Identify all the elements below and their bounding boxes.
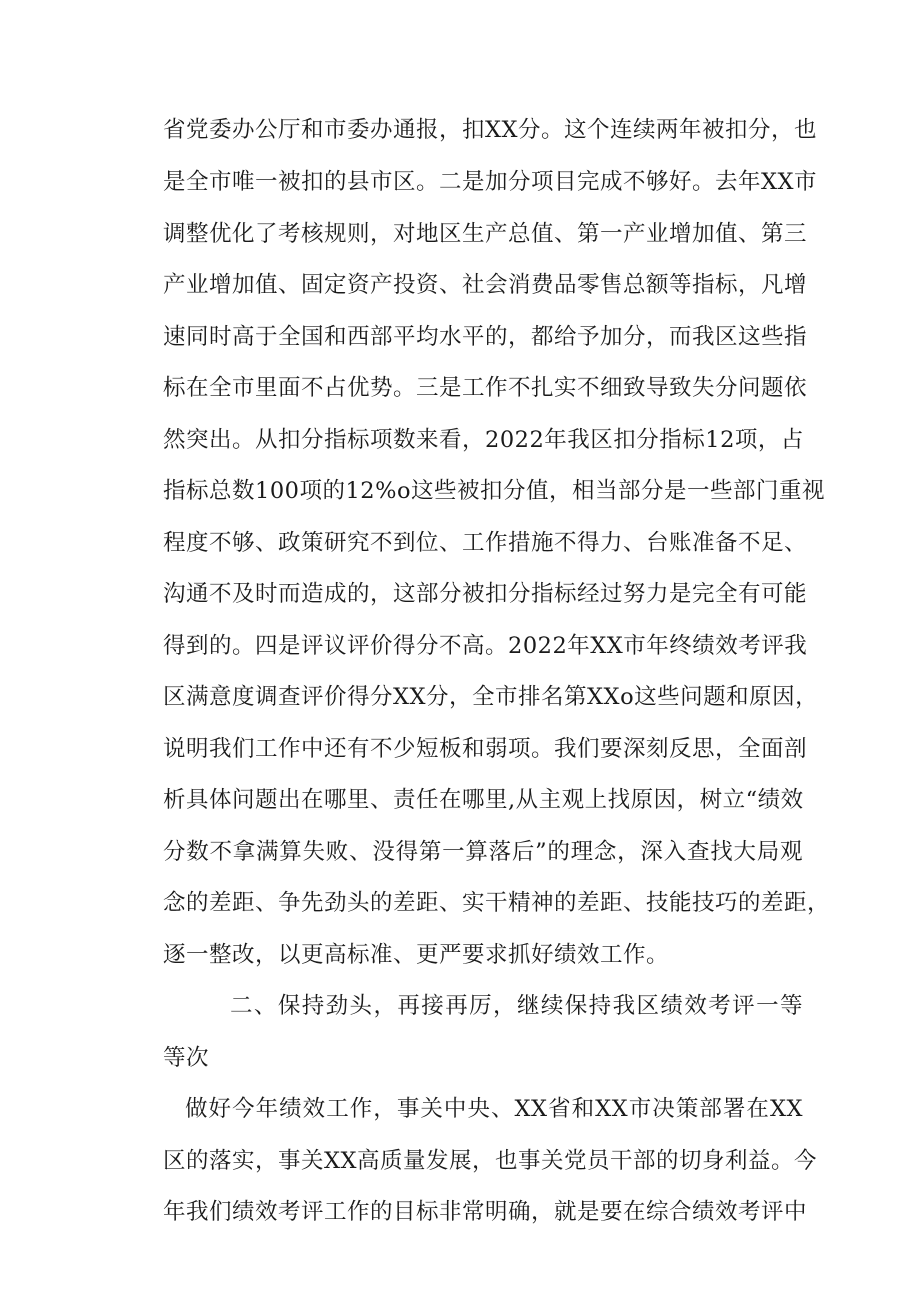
body-line: 区满意度调查评价得分XX分，全市排名第XXo这些问题和原因，	[163, 684, 819, 710]
body-line: 速同时高于全国和西部平均水平的，都给予加分，而我区这些指	[163, 324, 808, 350]
body-line: 产业增加值、固定资产投资、社会消费品零售总额等指标，凡增	[163, 272, 808, 298]
paragraph-line: 年我们绩效考评工作的目标非常明确，就是要在综合绩效考评中	[163, 1199, 808, 1225]
body-line: 分数不拿满算失败、没得第一算落后”的理念，深入查找大局观	[163, 839, 803, 865]
body-line: 析具体问题出在哪里、责任在哪里,从主观上找原因，树立“绩效	[163, 787, 804, 813]
paragraph-line: 做好今年绩效工作，事关中央、XX省和XX市决策部署在XX	[185, 1096, 803, 1122]
body-line: 沟通不及时而造成的，这部分被扣分指标经过努力是完全有可能	[163, 581, 808, 607]
body-line: 省党委办公厅和市委办通报，扣XX分。这个连续两年被扣分，也	[163, 117, 818, 143]
paragraph-line: 区的落实，事关XX高质量发展，也事关党员干部的切身利益。今	[163, 1148, 818, 1174]
body-line: 调整优化了考核规则，对地区生产总值、第一产业增加值、第三	[163, 221, 808, 247]
body-line: 程度不够、政策研究不到位、工作措施不得力、台账准备不足、	[163, 530, 808, 556]
body-line: 说明我们工作中还有不少短板和弱项。我们要深刻反思，全面剖	[163, 736, 808, 762]
body-line: 念的差距、争先劲头的差距、实干精神的差距、技能技巧的差距，	[163, 890, 831, 916]
body-line: 得到的。四是评议评价得分不高。2022年XX市年终绩效考评我	[163, 633, 808, 659]
section-heading: 二、保持劲头，再接再厉，继续保持我区绩效考评一等	[230, 993, 803, 1019]
body-line: 逐一整改，以更高标准、更严要求抓好绩效工作。	[163, 942, 670, 968]
section-heading-continuation: 等次	[163, 1045, 210, 1071]
body-line: 然突出。从扣分指标项数来看，2022年我区扣分指标12项，占	[163, 427, 804, 453]
body-line: 标在全市里面不占优势。三是工作不扎实不细致导致失分问题依	[163, 375, 808, 401]
body-line: 指标总数100项的12%o这些被扣分值，相当部分是一些部门重视	[163, 478, 826, 504]
body-line: 是全市唯一被扣的县市区。二是加分项目完成不够好。去年XX市	[163, 169, 818, 195]
